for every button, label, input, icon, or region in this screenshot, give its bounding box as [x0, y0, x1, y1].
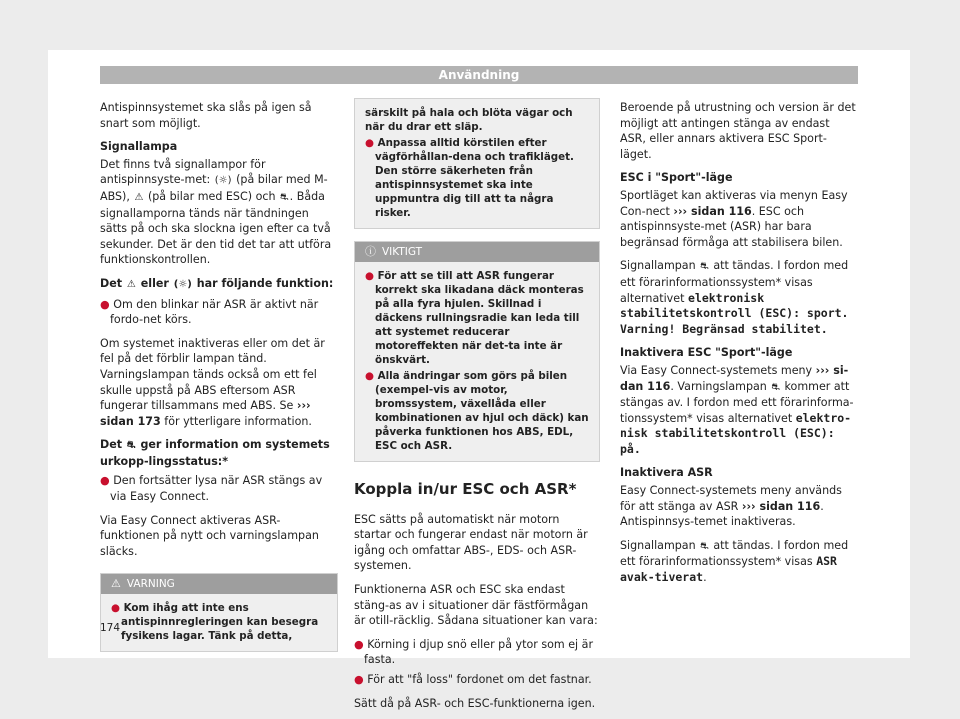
list-item: ● För att "få loss" fordonet om det fastnar. — [354, 672, 592, 686]
mabs-warning-icon: (☼) — [173, 278, 192, 290]
esc-off-icon: ⛐ — [126, 440, 136, 452]
paragraph: Om systemet inaktiveras eller om det är fel på det förblir lampan tänd. Varningslampan tänds också om ett fel skulle uppstå på ABS eftersom ASR fungerar tillsammans med ABS. Se ››› sidan 173 för ytterligare information. — [100, 336, 325, 428]
paragraph: Signallampan ⛐ att tändas. I fordon med ett förarinformationssystem* visas alternativet elektronisk stabilitetskontroll (ESC): sport. Varning! Begränsad stabilitet. — [620, 259, 849, 336]
bullet-icon: ● — [100, 474, 110, 488]
esc-off-icon: ⛐ — [700, 261, 709, 273]
manual-page — [48, 50, 910, 710]
esc-off-icon: ⛐ — [771, 381, 780, 393]
paragraph: Via Easy Connect aktiveras ASR-funktionen på nytt och varningslampan släcks. — [100, 513, 319, 558]
paragraph: Sportläget kan aktiveras via menyn Easy Con-nect ››› sidan 116. ESC och antispinnsyste-met (ASR) har bara begränsad förmåga att stabilisera bilen. — [620, 188, 848, 249]
list-item: ● Alla ändringar som görs på bilen (exempel-vis av motor, bromssystem, växellåda eller kombinationen av hjul och däck) kan påverka funktionen hos ABS, EDL, ESC och ASR. — [365, 370, 589, 452]
list-item: ● Anpassa alltid körstilen efter vägförhållan-dena och trafikläget. Den större säkerheten från antispinnsystemet ska inte uppmuntra dig till att ta några risker. — [365, 137, 574, 219]
paragraph: Sätt då på ASR- och ESC-funktionerna igen. — [354, 696, 596, 710]
bullet-icon: ● — [365, 370, 374, 382]
heading-function: Det ⚠ eller (☼) har följande funktion: — [100, 276, 338, 293]
warning-box-continued — [354, 98, 600, 229]
bullet-icon: ● — [354, 637, 364, 651]
display-text: elektronisk stabilitetskontroll (ESC): sport. Varning! Begränsad stabilitet. — [620, 290, 849, 336]
important-box — [354, 241, 600, 462]
bullet-icon: ● — [365, 270, 374, 282]
list-item: ● Om den blinkar när ASR är aktivt när fordo-net körs. — [100, 297, 319, 327]
important-header: ⓘ VIKTIGT — [355, 242, 599, 262]
heading-inactivate-sport: Inaktivera ESC "Sport"-läge — [620, 346, 793, 360]
page-reference-link[interactable]: ››› si-dan 116 — [620, 363, 849, 393]
section-title: Koppla in/ur ESC och ASR* — [354, 480, 577, 498]
esc-warning-icon: ⚠ — [134, 191, 144, 203]
heading-status: Det ⛐ ger information om systemets urkopp-lingsstatus:* — [100, 438, 330, 468]
bullet-icon: ● — [365, 137, 374, 149]
mabs-warning-icon: (☼) — [214, 175, 232, 187]
list-item: ● Körning i djup snö eller på ytor som ej är fasta. — [354, 637, 594, 667]
info-icon: ⓘ — [365, 245, 376, 258]
esc-warning-icon: ⚠ — [126, 278, 136, 290]
paragraph: Det finns två signallampor för antispinnsyste-met: (☼) (på bilar med M-ABS), ⚠ (på bilar med ESC) och ⛐. Båda signallamporna tänds när tändningen sätts på och ska slockna igen efter ca två sekunder. Det är den tid det tar att utföra funktionskontrollen. — [100, 157, 332, 267]
paragraph: Funktionerna ASR och ESC ska endast stäng-as av i situationer där fästförmågan är otill-räcklig. Sådana situationer kan vara: — [354, 582, 598, 628]
paragraph: Via Easy Connect-systemets meny ››› si-dan 116. Varningslampan ⛐ kommer att stängas av. I fordon med ett förarinforma-tionssystem* visas alternativet elektro-nisk stabilitetskontroll (ESC): på. — [620, 363, 854, 456]
bullet-icon: ● — [100, 297, 110, 311]
bullet-icon: ● — [111, 602, 120, 615]
paragraph: Antispinnsystemet ska slås på igen så snart som möjligt. — [100, 101, 312, 130]
column-left — [100, 100, 338, 652]
paragraph: Beroende på utrustning och version är det möjligt att antingen stänga av endast ASR, eller annars aktivera ESC Sport-läget. — [620, 101, 856, 161]
column-right — [620, 100, 858, 594]
paragraph: Easy Connect-systemets meny används för att stänga av ASR ››› sidan 116. Antispinnsys-temet inaktiveras. — [620, 484, 842, 529]
column-middle — [354, 98, 600, 719]
display-text: elektro-nisk stabilitetskontroll (ESC): på. — [620, 410, 852, 456]
list-item: ● Kom ihåg att inte ens antispinnregleringen kan besegra fysikens lagar. Tänk på detta, — [111, 602, 319, 643]
page-number: 174 — [100, 622, 121, 634]
page-reference-link[interactable]: ››› sidan 116 — [673, 204, 752, 218]
display-text: ASR avak-tiverat — [620, 554, 837, 585]
page-header: Användning — [100, 66, 858, 84]
list-item: ● För att se till att ASR fungerar korrekt ska likadana däck monteras på alla fyra hjulen. Skillnad i däckens rullningsradie kan leda till att systemet reducerar motoreffekten när det-ta inte är önskvärt. — [365, 270, 584, 366]
heading-esc-sport: ESC i "Sport"-läge — [620, 171, 733, 185]
bullet-icon: ● — [354, 672, 364, 686]
esc-off-icon: ⛐ — [700, 540, 709, 552]
heading-signallampa: Signallampa — [100, 140, 178, 154]
page-reference-link[interactable]: ››› sidan 116 — [741, 499, 821, 513]
warning-box — [100, 573, 338, 652]
list-item: särskilt på hala och blöta vägar och när du drar ett släp. — [365, 107, 573, 133]
list-item: ● Den fortsätter lysa när ASR stängs av via Easy Connect. — [100, 474, 323, 504]
page-reference-link[interactable]: ››› sidan 173 — [100, 399, 311, 428]
warning-icon: ⚠ — [111, 577, 121, 591]
paragraph: Signallampan ⛐ att tändas. I fordon med ett förarinformationssystem* visas ASR avak-tiverat. — [620, 538, 849, 585]
paragraph: ESC sätts på automatiskt när motorn startar och fungerar endast när motorn är igång och omfattar ABS-, EDS- och ASR-systemen. — [354, 512, 588, 573]
warning-header: ⚠ VARNING — [101, 574, 337, 594]
heading-inactivate-asr: Inaktivera ASR — [620, 466, 713, 480]
esc-off-icon: ⛐ — [280, 191, 289, 203]
